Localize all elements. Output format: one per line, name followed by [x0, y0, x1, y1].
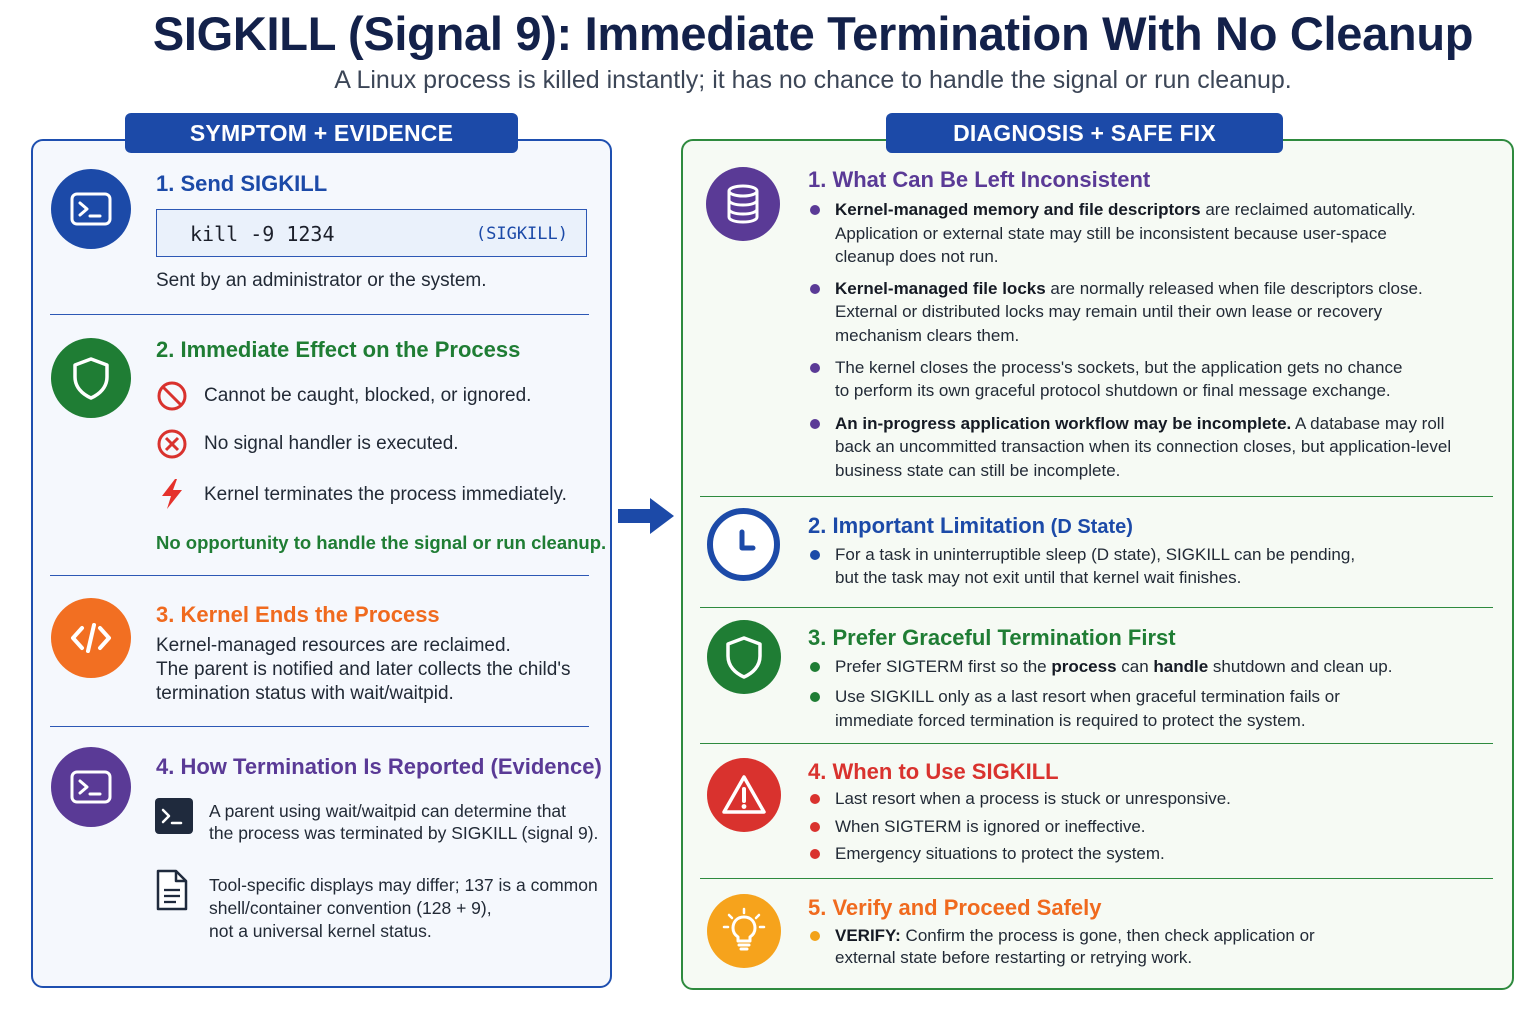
divider	[700, 878, 1493, 879]
lightbulb-icon	[707, 894, 781, 968]
lightning-icon	[155, 477, 189, 511]
when-to-use-item: Emergency situations to protect the system.	[835, 844, 1165, 863]
inconsistent-bullet-line: business state can still be incomplete.	[835, 461, 1121, 480]
code-icon	[51, 598, 131, 678]
bullet	[810, 550, 820, 560]
effect-item-text: Kernel terminates the process immediately.	[204, 484, 567, 505]
bullet	[810, 419, 820, 429]
graceful-bullet-line: Use SIGKILL only as a last resort when graceful termination fails or	[835, 687, 1340, 706]
terminal-small-icon	[154, 797, 194, 835]
inconsistent-bullet-line: An in-progress application workflow may be incomplete. A database may roll	[835, 414, 1445, 433]
divider	[700, 607, 1493, 608]
kill-command: kill -9 1234	[190, 222, 335, 246]
left-inconsistent-heading: 1. What Can Be Left Inconsistent	[808, 167, 1151, 192]
inconsistent-bullet-line: The kernel closes the process's sockets, but the application gets no chance	[835, 358, 1403, 377]
inconsistent-bullet-line: External or distributed locks may remain until their own lease or recovery	[835, 302, 1383, 321]
bullet	[810, 931, 820, 941]
kernel-ends-line: Kernel-managed resources are reclaimed.	[156, 635, 511, 656]
divider	[50, 575, 589, 576]
when-to-use-heading: 4. When to Use SIGKILL	[808, 759, 1059, 784]
limitation-line: For a task in uninterruptible sleep (D state), SIGKILL can be pending,	[835, 545, 1356, 564]
inconsistent-bullet-line: to perform its own graceful protocol shutdown or final message exchange.	[835, 381, 1391, 400]
divider	[50, 314, 589, 315]
terminal-icon	[51, 169, 131, 249]
inconsistent-bullet-line: back an uncommitted transaction when its connection closes, but application-level	[835, 437, 1452, 456]
kernel-ends-line: termination status with wait/waitpid.	[156, 683, 454, 704]
evidence-line: Tool-specific displays may differ; 137 is a common	[209, 875, 598, 895]
evidence-line: shell/container convention (128 + 9),	[209, 898, 492, 918]
when-to-use-item: When SIGTERM is ignored or ineffective.	[835, 817, 1146, 836]
kill-command-box	[156, 209, 587, 257]
sigkill-tag: (SIGKILL)	[475, 224, 568, 244]
bullet	[810, 205, 820, 215]
inconsistent-bullet-line: Kernel-managed memory and file descriptors are reclaimed automatically.	[835, 200, 1416, 219]
immediate-effect-heading: 2. Immediate Effect on the Process	[156, 337, 521, 362]
bullet	[810, 662, 820, 672]
verify-line: VERIFY: Confirm the process is gone, then check application or	[835, 926, 1315, 945]
bullet	[810, 794, 820, 804]
prohibited-icon	[155, 379, 189, 413]
bullet	[810, 692, 820, 702]
evidence-line: the process was terminated by SIGKILL (signal 9).	[209, 823, 599, 843]
warning-icon	[707, 758, 781, 832]
diagnosis-fix-header: DIAGNOSIS + SAFE FIX	[886, 113, 1283, 153]
kernel-ends-line: The parent is notified and later collects the child's	[156, 659, 571, 680]
graceful-bullet-line: Prefer SIGTERM first so the process can handle shutdown and clean up.	[835, 657, 1393, 676]
bullet	[810, 284, 820, 294]
bullet	[810, 363, 820, 373]
bullet	[810, 822, 820, 832]
divider	[50, 726, 589, 727]
termination-reported-heading: 4. How Termination Is Reported (Evidence)	[156, 754, 602, 779]
verify-heading: 5. Verify and Proceed Safely	[808, 895, 1102, 920]
bullet	[810, 849, 820, 859]
document-icon	[154, 868, 190, 912]
evidence-line: not a universal kernel status.	[209, 921, 432, 941]
shield-icon	[51, 338, 131, 418]
inconsistent-bullet-line: Application or external state may still be inconsistent because user-space	[835, 224, 1387, 243]
important-limitation-heading: 2. Important Limitation (D State)	[808, 513, 1133, 538]
inconsistent-bullet-line: Kernel-managed file locks are normally released when file descriptors close.	[835, 279, 1423, 298]
shield-icon	[707, 620, 781, 694]
divider	[700, 496, 1493, 497]
effect-item-text: No signal handler is executed.	[204, 433, 459, 454]
limitation-line: but the task may not exit until that kernel wait finishes.	[835, 568, 1242, 587]
terminal-icon	[51, 747, 131, 827]
page-subtitle: A Linux process is killed instantly; it has no chance to handle the signal or run cleanup.	[334, 66, 1292, 94]
send-sigkill-text: Sent by an administrator or the system.	[156, 270, 487, 291]
clock-icon	[707, 508, 780, 581]
graceful-bullet-line: immediate forced termination is required to protect the system.	[835, 711, 1306, 730]
inconsistent-bullet-line: cleanup does not run.	[835, 247, 999, 266]
database-icon	[706, 167, 780, 241]
verify-line: external state before restarting or retrying work.	[835, 948, 1193, 967]
no-cleanup-note: No opportunity to handle the signal or run cleanup.	[156, 532, 607, 553]
symptom-evidence-panel	[31, 139, 612, 988]
kernel-ends-heading: 3. Kernel Ends the Process	[156, 602, 440, 627]
send-sigkill-heading: 1. Send SIGKILL	[156, 171, 328, 196]
evidence-line: A parent using wait/waitpid can determine that	[209, 801, 567, 821]
right-arrow-icon	[618, 496, 676, 536]
x-circle-icon	[155, 427, 189, 461]
divider	[700, 743, 1493, 744]
symptom-evidence-header: SYMPTOM + EVIDENCE	[125, 113, 518, 153]
effect-item-text: Cannot be caught, blocked, or ignored.	[204, 385, 532, 406]
page-title: SIGKILL (Signal 9): Immediate Termination With No Cleanup	[152, 7, 1474, 60]
when-to-use-item: Last resort when a process is stuck or unresponsive.	[835, 789, 1231, 808]
prefer-graceful-heading: 3. Prefer Graceful Termination First	[808, 625, 1176, 650]
inconsistent-bullet-line: mechanism clears them.	[835, 326, 1020, 345]
